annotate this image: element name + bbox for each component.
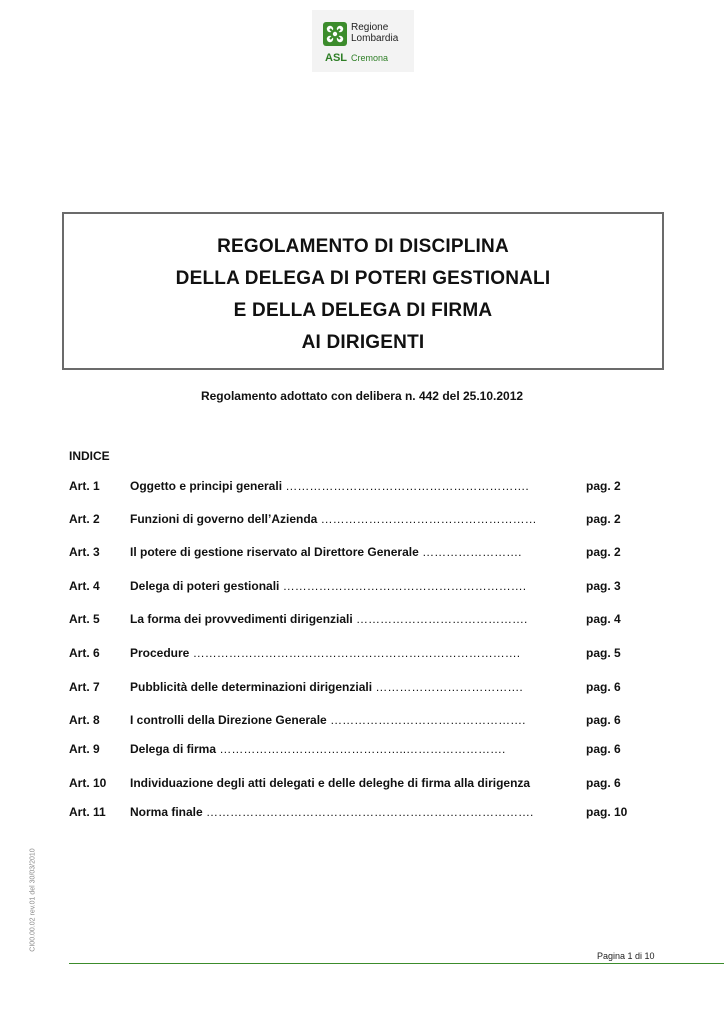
toc-article-title	[130, 579, 526, 593]
toc-article-title	[130, 680, 523, 694]
toc-leader-dots: ………………………………………….	[326, 713, 526, 727]
toc-article-title	[130, 545, 521, 559]
toc-row[interactable]	[0, 680, 724, 696]
title-line-4: AI DIRIGENTI	[301, 332, 425, 353]
toc-leader-dots: …………………………………………………….	[282, 479, 529, 493]
toc-article-title	[130, 742, 505, 756]
logo-region-line2: Lombardia	[351, 33, 399, 44]
toc-article-number: Art. 7	[69, 680, 100, 694]
footer-divider	[69, 963, 724, 964]
toc-row[interactable]	[0, 646, 724, 662]
toc-article-title	[130, 646, 520, 660]
logo-asl-label: ASL	[325, 52, 347, 64]
toc-title-text: Delega di poteri gestionali	[130, 579, 280, 593]
title-line-3: E DELLA DELEGA DI FIRMA	[233, 300, 493, 321]
toc-row[interactable]	[0, 479, 724, 495]
toc-page-ref: pag. 5	[586, 646, 621, 660]
header-logo	[312, 10, 414, 72]
index-heading: INDICE	[69, 449, 110, 463]
toc-title-text: Delega di firma	[130, 742, 217, 756]
toc-row[interactable]	[0, 512, 724, 528]
toc-title-text: Norma finale	[130, 805, 203, 819]
toc-page-ref: pag. 2	[586, 512, 621, 526]
title-line-1: REGOLAMENTO DI DISCIPLINA	[217, 236, 509, 257]
toc-article-title	[130, 512, 537, 526]
toc-article-number: Art. 3	[69, 545, 100, 559]
toc-article-title	[130, 612, 527, 626]
toc-article-number: Art. 9	[69, 742, 100, 756]
toc-title-text: Oggetto e principi generali	[130, 479, 283, 493]
toc-page-ref: pag. 6	[586, 680, 621, 694]
toc-row[interactable]	[0, 579, 724, 595]
toc-row[interactable]	[0, 776, 724, 792]
toc-article-title	[130, 805, 533, 819]
logo-region-name	[351, 22, 413, 44]
toc-article-number: Art. 2	[69, 512, 100, 526]
toc-title-text: Procedure	[130, 646, 190, 660]
toc-article-number: Art. 4	[69, 579, 100, 593]
toc-leader-dots: …………………………………….	[352, 612, 528, 626]
toc-leader-dots: …………………….	[418, 545, 522, 559]
toc-title-text: Funzioni di governo dell’Azienda	[130, 512, 318, 526]
toc-article-number: Art. 8	[69, 713, 100, 727]
toc-article-title	[130, 776, 530, 790]
toc-title-text: Individuazione degli atti delegati e delle deleghe di firma alla dirigenza	[130, 776, 531, 790]
toc-row[interactable]	[0, 612, 724, 628]
toc-row[interactable]	[0, 713, 724, 729]
logo-city-label: Cremona	[351, 53, 389, 63]
document-title-box	[62, 212, 664, 370]
toc-leader-dots: ……………………………………………………………………….	[202, 805, 534, 819]
toc-article-title	[130, 479, 529, 493]
toc-article-number: Art. 11	[69, 805, 106, 819]
toc-article-number: Art. 5	[69, 612, 100, 626]
toc-page-ref: pag. 10	[586, 805, 628, 819]
toc-title-text: La forma dei provvedimenti dirigenziali	[130, 612, 353, 626]
toc-leader-dots: ……………………………………………………………………….	[189, 646, 521, 660]
toc-article-number: Art. 10	[69, 776, 107, 790]
toc-page-ref: pag. 3	[586, 579, 621, 593]
toc-article-number: Art. 1	[69, 479, 100, 493]
toc-page-ref: pag. 6	[586, 776, 621, 790]
toc-leader-dots: ……………………………….	[372, 680, 523, 694]
toc-article-number: Art. 6	[69, 646, 100, 660]
toc-title-text: Il potere di gestione riservato al Direttore Generale	[130, 545, 419, 559]
document-form-code: CI00.00.02 rev.01 del 30/03/2010	[29, 848, 37, 952]
title-line-2: DELLA DELEGA DI POTERI GESTIONALI	[175, 268, 551, 289]
toc-title-text: Pubblicità delle determinazioni dirigenziali	[130, 680, 373, 694]
page-number: Pagina 1 di 10	[597, 951, 655, 961]
toc-page-ref: pag. 2	[586, 545, 621, 559]
logo-region-line1: Regione	[351, 22, 389, 33]
regione-lombardia-emblem-icon	[323, 22, 347, 46]
toc-page-ref: pag. 4	[586, 612, 621, 626]
toc-leader-dots: ………………………………………………	[317, 512, 537, 526]
adoption-note: Regolamento adottato con delibera n. 442 del 25.10.2012	[200, 389, 524, 403]
toc-page-ref: pag. 6	[586, 742, 621, 756]
toc-page-ref: pag. 6	[586, 713, 621, 727]
toc-row[interactable]	[0, 742, 724, 758]
toc-leader-dots: ………………………………………..…………………….	[216, 742, 506, 756]
toc-page-ref: pag. 2	[586, 479, 621, 493]
toc-article-title	[130, 713, 525, 727]
toc-row[interactable]	[0, 545, 724, 561]
toc-row[interactable]	[0, 805, 724, 821]
toc-title-text: I controlli della Direzione Generale	[130, 713, 327, 727]
toc-leader-dots: …………………………………………………….	[279, 579, 527, 593]
